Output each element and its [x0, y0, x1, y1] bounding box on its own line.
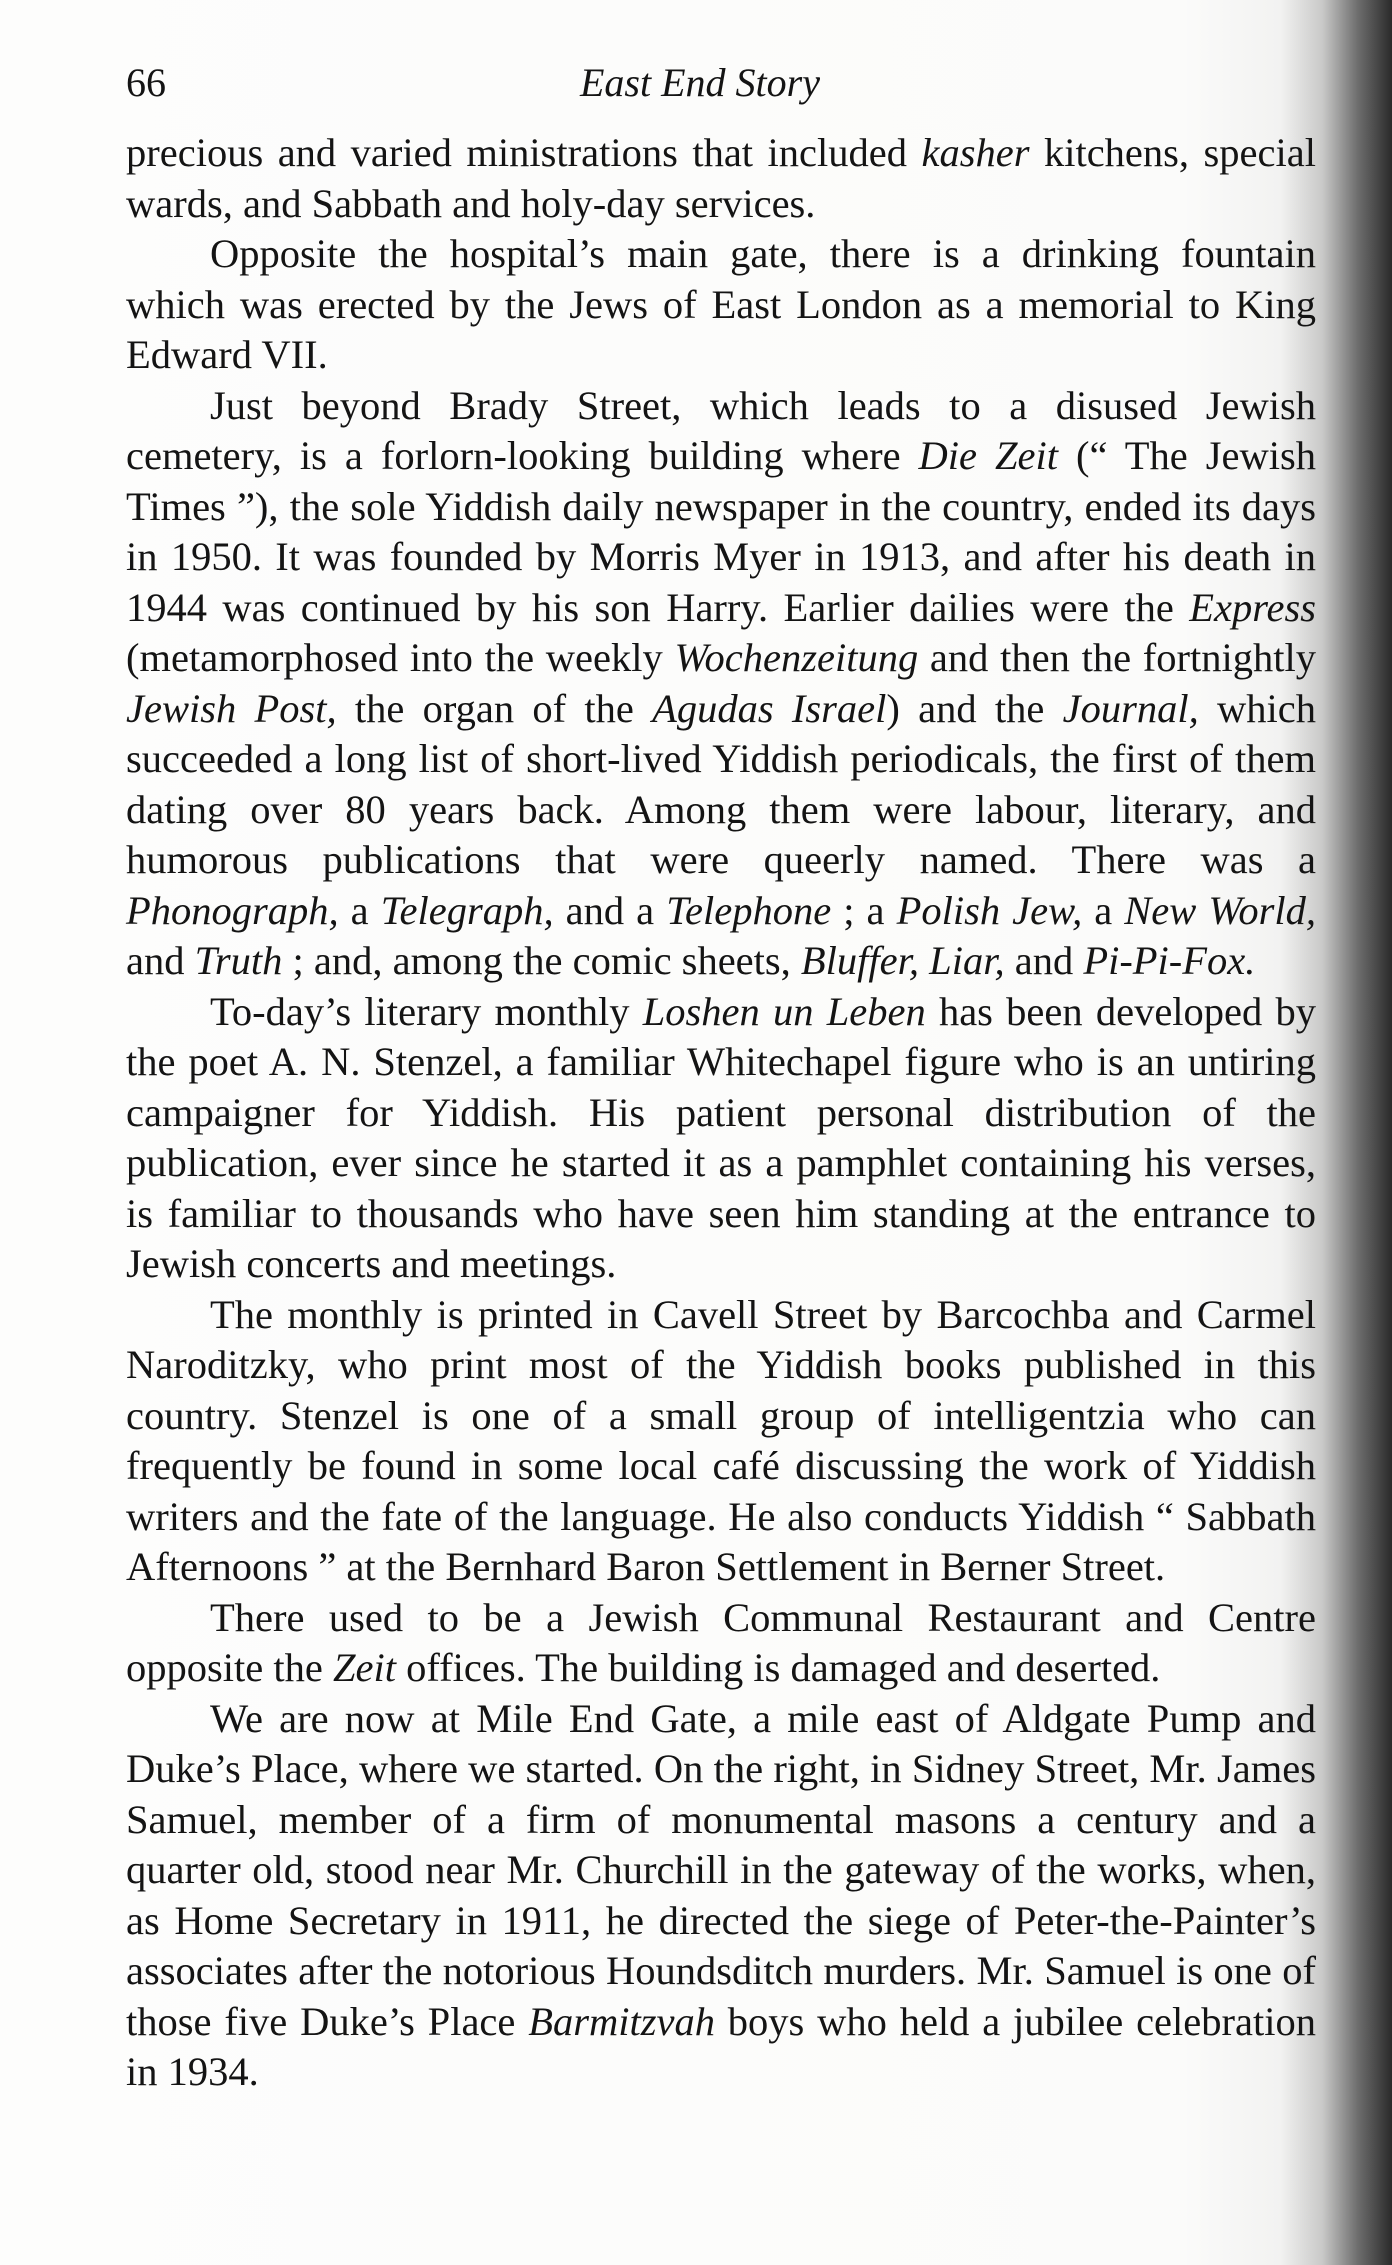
text-run: (“ The Jewish Times ”), the sole Yiddish daily newspaper in the country, ended its days in 1950. It was founded by Morris Myer in 1913, and after his death in 1944 was continued by his son Harry. Earlier dailies were the [126, 433, 1316, 630]
paragraph [126, 1694, 1316, 2098]
italic-text: Phonograph, [126, 887, 339, 933]
text-run: the organ of the [336, 685, 653, 731]
text-run: ; and, among the comic sheets, [282, 938, 801, 983]
paragraph [126, 1593, 1316, 1694]
text-run: and then the fortnightly [918, 635, 1316, 680]
italic-text: Telegraph, [380, 887, 554, 933]
page-header [126, 58, 1316, 108]
italic-text: New World, [1124, 887, 1317, 933]
italic-text: Jewish Post, [126, 685, 337, 731]
italic-text: Bluffer, Liar, [800, 938, 1005, 983]
italic-text: Die Zeit [918, 433, 1059, 478]
text-run: Opposite the hospital’s main gate, there is a drinking fountain which was erected by the Jews of East London as a memorial to King Edward VII. [126, 231, 1316, 377]
italic-text: kasher [921, 130, 1030, 175]
paragraph [126, 229, 1316, 381]
paragraph [126, 987, 1316, 1290]
text-run: The monthly is printed in Cavell Street by Barcochba and Carmel Naroditzky, who print most of the Yiddish books published in this country. Stenzel is one of a small group of intelligentzia who can frequently be found in some local café discussing the work of Yiddish writers and the fate of the language. He also conducts Yiddish “ Sabbath Afternoons ” at the Bernhard Baron Settlement in Berner Street. [126, 1291, 1316, 1589]
paragraph [126, 128, 1316, 229]
italic-text: Polish Jew, [896, 887, 1083, 933]
text-run: ) and the [886, 685, 1063, 731]
body-text [126, 128, 1316, 2098]
italic-text: Barmitzvah [528, 1998, 715, 2044]
running-title: East End Story [580, 60, 820, 105]
text-run: and [126, 938, 195, 983]
text-run: offices. The building is damaged and deserted. [396, 1645, 1161, 1690]
text-run: which succeeded a long list of short-lived Yiddish periodicals, the first of them dating over 80 years back. Among them were labour, literary, and humorous publications that were queerly named. There was a [126, 685, 1316, 882]
text-run: ; a [831, 887, 897, 933]
italic-text: Pi-Pi-Fox. [1083, 938, 1256, 983]
text-run: There used to be a Jewish Communal Restaurant and Centre opposite the [126, 1594, 1316, 1690]
text-run: boys who held a jubilee celebration in 1934. [126, 1998, 1316, 2094]
italic-text: Telephone [666, 887, 832, 933]
page-number: 66 [126, 60, 166, 105]
italic-text: Express [1189, 584, 1316, 630]
text-run: Just beyond Brady Street, which leads to a disused Jewish cemetery, is a forlorn-looking building where [126, 382, 1316, 478]
paragraph [126, 1290, 1316, 1593]
text-run: kitchens, special wards, and Sabbath and holy-day services. [126, 130, 1316, 226]
italic-text: Truth [194, 938, 283, 983]
text-run: and [1004, 938, 1084, 983]
italic-text: Wochenzeitung [674, 635, 919, 680]
text-run: has been developed by the poet A. N. Stenzel, a familiar Whitechapel figure who is an untiring campaigner for Yiddish. His patient personal distribution of the publication, ever since he started it as a pamphlet containing his verses, is familiar to thousands who have seen him standing at the entrance to Jewish concerts and meetings. [126, 988, 1316, 1286]
text-run: a [338, 887, 381, 933]
text-run: To-day’s literary monthly [210, 988, 643, 1034]
italic-text: Zeit [332, 1645, 396, 1690]
paragraph [126, 381, 1316, 987]
text-run: (metamorphosed into the weekly [126, 635, 675, 680]
italic-text: Journal, [1062, 685, 1199, 731]
italic-text: Agudas Israel [652, 685, 887, 731]
text-run: We are now at Mile End Gate, a mile east of Aldgate Pump and Duke’s Place, where we started. On the right, in Sidney Street, Mr. James Samuel, member of a firm of monumental masons a century and a quarter old, stood near Mr. Churchill in the gateway of the works, when, as Home Secretary in 1911, he directed the siege of Peter-the-Painter’s associates after the notorious Houndsditch murders. Mr. Samuel is one of those five Duke’s Place [126, 1695, 1316, 2044]
text-run: a [1082, 887, 1125, 933]
text-run: and a [553, 887, 667, 933]
italic-text: Loshen un Leben [642, 988, 926, 1034]
text-run: precious and varied ministrations that included [126, 130, 922, 175]
